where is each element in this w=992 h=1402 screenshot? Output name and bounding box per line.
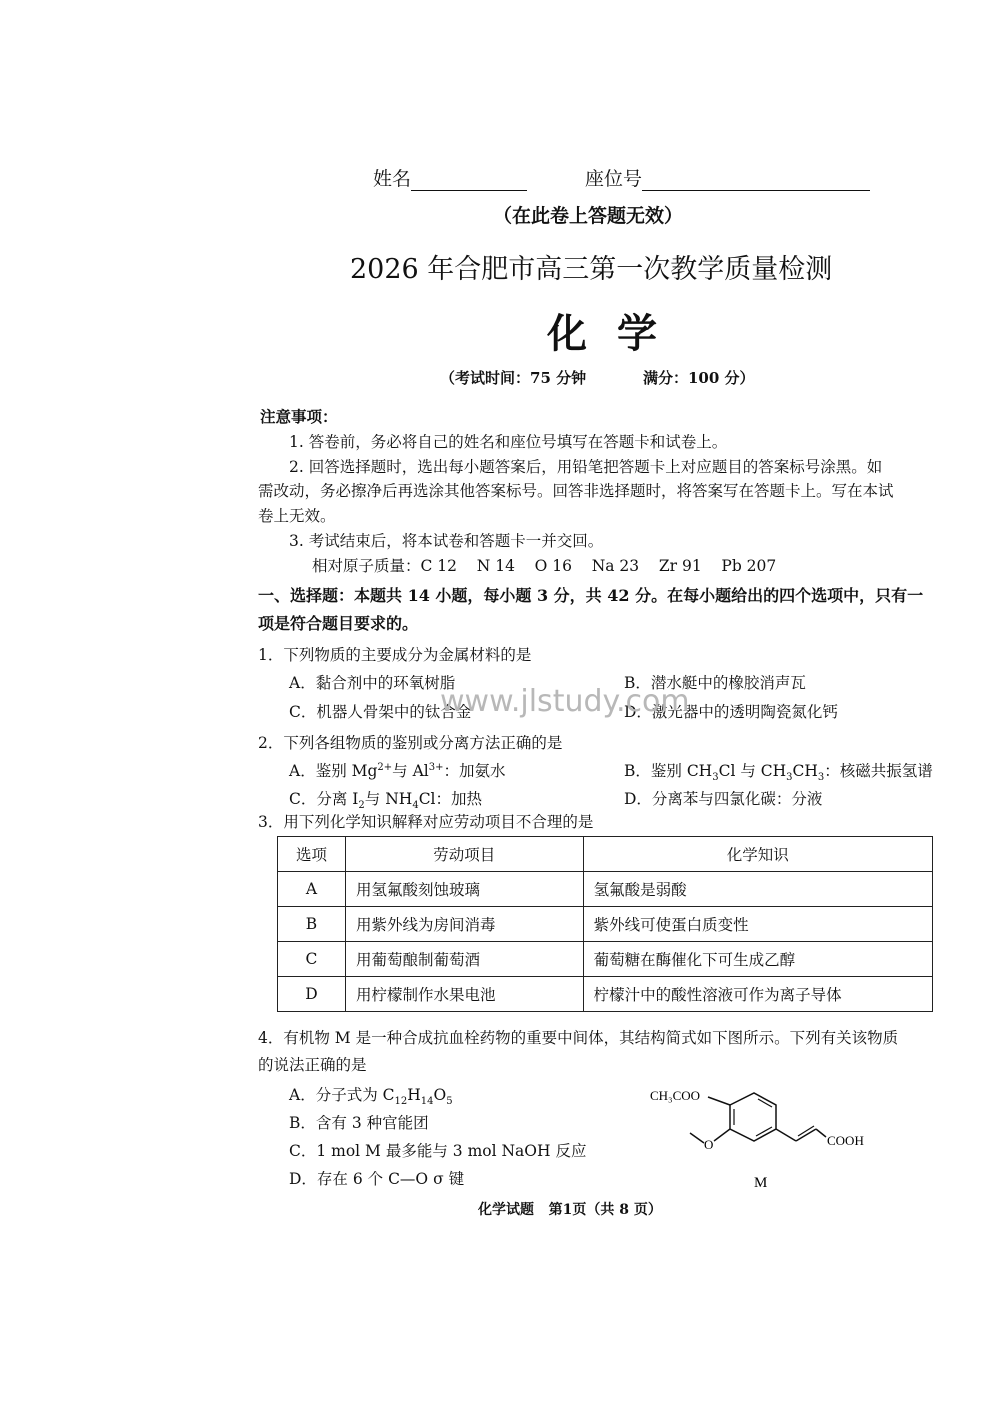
q2-option-d: D．分离苯与四氯化碳：分液	[624, 790, 823, 808]
ring-double-bond	[758, 1099, 772, 1107]
q1-option-b: B．潜水艇中的橡胶消声瓦	[624, 674, 806, 692]
table-row	[278, 907, 933, 942]
q2-b-text2: Cl 与 CH	[718, 762, 787, 780]
q2-a-text2: 与 Al	[392, 762, 429, 780]
q3-table	[277, 836, 933, 1012]
seat-blank	[642, 172, 870, 191]
q4-a-sub2: 14	[420, 1096, 434, 1108]
q2-stem: 2．下列各组物质的鉴别或分离方法正确的是	[258, 734, 563, 752]
q1-option-d: D．激光器中的透明陶瓷氮化钙	[624, 703, 838, 721]
name-blank	[411, 172, 527, 191]
q3-stem: 3．用下列化学知识解释对应劳动项目不合理的是	[258, 813, 594, 831]
name-field	[373, 164, 527, 191]
benzene-ring	[730, 1093, 776, 1141]
q4-a-text3: O	[433, 1086, 447, 1104]
q4-stem-line2: 的说法正确的是	[258, 1056, 367, 1074]
full-score: 满分：100 分）	[643, 369, 755, 387]
q2-b-sub1: 3	[712, 772, 719, 784]
q4-option-a	[289, 1083, 453, 1107]
q3-row-c-option: C	[278, 942, 346, 977]
q2-c-text3: Cl：加热	[418, 790, 483, 808]
q3-row-a-knowledge: 氢氟酸是弱酸	[583, 872, 932, 907]
note-item-2-cont: 需改动，务必擦净后再选涂其他答案标号。回答非选择题时，将答案写在答题卡上。写在本试	[258, 482, 894, 500]
note-item-2-end: 卷上无效。	[258, 507, 336, 525]
q4-option-c: C．1 mol M 最多能与 3 mol NaOH 反应	[289, 1142, 587, 1160]
seat-field	[585, 164, 870, 191]
oxygen-atom: O	[704, 1137, 714, 1152]
q2-c-text2: 与 NH	[364, 790, 413, 808]
watermark: www.jlstudy.com	[440, 684, 690, 719]
table-row	[278, 977, 933, 1012]
q3-row-b-labor: 用紫外线为房间消毒	[345, 907, 583, 942]
q3-header-option: 选项	[278, 837, 346, 872]
table-row	[278, 942, 933, 977]
q3-row-d-labor: 用柠檬制作水果电池	[345, 977, 583, 1012]
q1-option-c: C．机器人骨架中的钛合金	[289, 703, 472, 721]
table-row	[278, 872, 933, 907]
notes-heading: 注意事项：	[260, 407, 338, 426]
q2-b-text3: CH	[792, 762, 818, 780]
q4-structure-diagram	[648, 1083, 888, 1193]
seat-label: 座位号	[585, 168, 643, 190]
q2-c-sub1: 2	[358, 800, 365, 812]
q2-a-text3: ：加氨水	[443, 762, 506, 780]
q3-header-labor: 劳动项目	[345, 837, 583, 872]
exam-time: （考试时间：75 分钟	[440, 369, 587, 387]
methyl-bond	[690, 1133, 704, 1143]
q3-row-c-knowledge: 葡萄糖在酶催化下可生成乙醇	[583, 942, 932, 977]
q1-stem: 1．下列物质的主要成分为金属材料的是	[258, 646, 532, 664]
structure-label-acetate: CH₃COO	[650, 1088, 701, 1103]
q3-header-knowledge: 化学知识	[583, 837, 932, 872]
structure-name: M	[754, 1175, 768, 1191]
note-item-2: 2. 回答选择题时，选出每小题答案后，用铅笔把答题卡上对应题目的答案标号涂黑。如	[289, 458, 883, 476]
q3-row-c-labor: 用葡萄酿制葡萄酒	[345, 942, 583, 977]
section1-line1: 一、选择题：本题共 14 小题，每小题 3 分，共 42 分。在每小题给出的四个选项中，只有一	[258, 586, 924, 605]
q4-a-text2: H	[407, 1086, 421, 1104]
page-footer: 化学试题 第1页（共 8 页）	[478, 1202, 662, 1218]
methoxy-bond	[714, 1129, 730, 1141]
exam-title: 2026 年合肥市高三第一次教学质量检测	[350, 254, 833, 285]
q3-table-header	[278, 837, 933, 872]
name-label: 姓名	[373, 168, 412, 190]
q2-b-text: B．鉴别 CH	[624, 762, 713, 780]
q2-a-text: A．鉴别 Mg	[289, 762, 378, 780]
q2-b-sub2: 3	[786, 772, 793, 784]
q2-option-c	[289, 787, 482, 811]
q4-a-sub1: 12	[394, 1096, 408, 1108]
note-item-3: 3. 考试结束后，将本试卷和答题卡一并交回。	[289, 532, 604, 550]
q4-a-text: A．分子式为 C	[289, 1086, 395, 1104]
q3-row-b-knowledge: 紫外线可使蛋白质变性	[583, 907, 932, 942]
q3-row-b-option: B	[278, 907, 346, 942]
ring-double-bond	[756, 1127, 772, 1136]
q4-option-b: B．含有 3 种官能团	[289, 1114, 429, 1132]
q2-b-text4: ：核磁共振氢谱	[824, 762, 933, 780]
q2-b-sub3: 3	[817, 772, 825, 784]
subject-title: 化学	[547, 310, 687, 357]
q1-option-a: A．黏合剂中的环氧树脂	[289, 674, 456, 692]
structure-label-carboxyl: COOH	[827, 1133, 864, 1148]
atomic-masses: 相对原子质量：C 12 N 14 O 16 Na 23 Zr 91 Pb 207	[312, 557, 777, 575]
q3-row-a-option: A	[278, 872, 346, 907]
q3-row-d-option: D	[278, 977, 346, 1012]
structure-bond	[708, 1097, 730, 1105]
q3-row-a-labor: 用氢氟酸刻蚀玻璃	[345, 872, 583, 907]
note-item-1: 1. 答卷前，务必将自己的姓名和座位号填写在答题卡和试卷上。	[289, 433, 728, 451]
q4-option-d: D．存在 6 个 C—O σ 键	[289, 1170, 465, 1188]
carboxyl-bond	[816, 1129, 826, 1137]
q2-a-sup1: 2+	[377, 761, 393, 773]
vinyl-bond	[776, 1129, 796, 1141]
section1-line2: 项是符合题目要求的。	[258, 614, 419, 633]
q2-c-text: C．分离 I	[289, 790, 359, 808]
q4-stem-line1: 4．有机物 M 是一种合成抗血栓药物的重要中间体，其结构简式如下图所示。下列有关该物质	[258, 1029, 899, 1047]
q3-row-d-knowledge: 柠檬汁中的酸性溶液可作为离子导体	[583, 977, 932, 1012]
q2-option-a	[289, 759, 506, 781]
q2-option-b	[624, 759, 933, 783]
q2-a-sup2: 3+	[428, 761, 444, 773]
q2-c-sub2: 4	[412, 800, 419, 812]
q4-a-sub3: 5	[446, 1096, 453, 1108]
invalid-note: （在此卷上答题无效）	[493, 205, 684, 227]
